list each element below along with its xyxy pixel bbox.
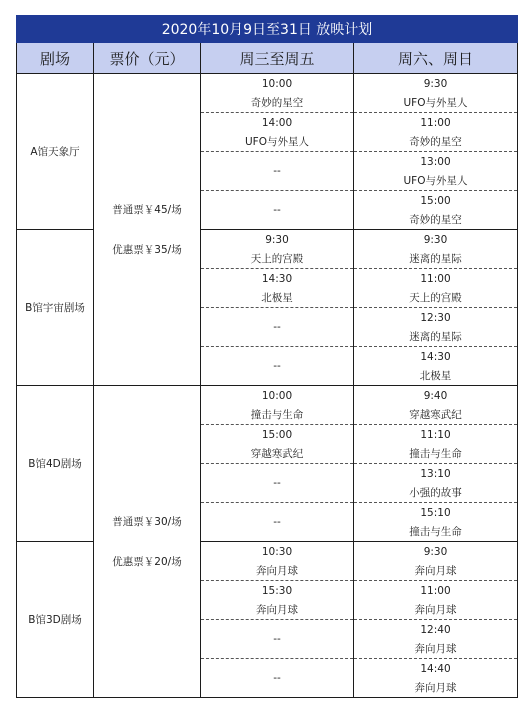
venue-name: B馆4D剧场: [17, 386, 94, 542]
weekend-cell: 奔向月球: [354, 639, 518, 659]
weekend-cell: 9:30: [354, 230, 518, 250]
weekday-cell: 14:00: [201, 113, 354, 133]
price-discount: 优惠票￥20/场: [112, 555, 182, 568]
weekend-cell: 15:00: [354, 191, 518, 211]
price-group-2: [94, 386, 201, 698]
weekend-cell: 撞击与生命: [354, 444, 518, 464]
weekend-cell: 9:40: [354, 386, 518, 406]
venue-name: B馆3D剧场: [17, 542, 94, 698]
weekend-cell: UFO与外星人: [354, 171, 518, 191]
weekend-cell: 穿越寒武纪: [354, 405, 518, 425]
weekend-cell: 撞击与生命: [354, 522, 518, 542]
header-venue: 剧场: [17, 43, 94, 74]
weekday-cell: --: [201, 308, 354, 347]
weekend-cell: 11:00: [354, 581, 518, 601]
venue-name: A馆天象厅: [17, 74, 94, 230]
weekend-cell: 11:00: [354, 113, 518, 133]
weekday-cell: --: [201, 191, 354, 230]
weekend-cell: 13:00: [354, 152, 518, 172]
weekend-cell: 12:30: [354, 308, 518, 328]
weekend-cell: 9:30: [354, 542, 518, 562]
weekday-cell: --: [201, 347, 354, 386]
weekday-cell: --: [201, 152, 354, 191]
weekend-cell: 11:10: [354, 425, 518, 445]
table-title: 2020年10月9日至31日 放映计划: [17, 16, 518, 43]
weekday-cell: 奔向月球: [201, 561, 354, 581]
weekday-cell: 撞击与生命: [201, 405, 354, 425]
weekday-cell: 15:00: [201, 425, 354, 445]
weekend-cell: 12:40: [354, 620, 518, 640]
weekend-cell: UFO与外星人: [354, 93, 518, 113]
price-discount: 优惠票￥35/场: [112, 243, 182, 256]
weekday-cell: 天上的宫殿: [201, 249, 354, 269]
weekend-cell: 迷离的星际: [354, 327, 518, 347]
price-regular: 普通票￥30/场: [112, 515, 182, 528]
weekend-cell: 11:00: [354, 269, 518, 289]
weekend-cell: 奔向月球: [354, 561, 518, 581]
header-weekday: 周三至周五: [201, 43, 354, 74]
venue-name: B馆宇宙剧场: [17, 230, 94, 386]
weekday-cell: 北极星: [201, 288, 354, 308]
weekday-cell: 10:00: [201, 74, 354, 94]
weekend-cell: 14:40: [354, 659, 518, 679]
weekend-cell: 奔向月球: [354, 678, 518, 698]
weekend-cell: 奔向月球: [354, 600, 518, 620]
weekday-cell: UFO与外星人: [201, 132, 354, 152]
weekday-cell: 穿越寒武纪: [201, 444, 354, 464]
weekend-cell: 奇妙的星空: [354, 132, 518, 152]
header-weekend: 周六、周日: [354, 43, 518, 74]
weekend-cell: 迷离的星际: [354, 249, 518, 269]
weekend-cell: 14:30: [354, 347, 518, 367]
weekday-cell: 奔向月球: [201, 600, 354, 620]
weekday-cell: 10:30: [201, 542, 354, 562]
weekday-cell: 15:30: [201, 581, 354, 601]
weekend-cell: 9:30: [354, 74, 518, 94]
weekday-cell: --: [201, 464, 354, 503]
price-group-1: [94, 74, 201, 386]
weekend-cell: 奇妙的星空: [354, 210, 518, 230]
weekday-cell: --: [201, 503, 354, 542]
weekday-cell: --: [201, 620, 354, 659]
schedule-table: [16, 15, 518, 698]
weekend-cell: 15:10: [354, 503, 518, 523]
weekday-cell: 9:30: [201, 230, 354, 250]
header-price: 票价（元）: [94, 43, 201, 74]
weekday-cell: --: [201, 659, 354, 698]
price-regular: 普通票￥45/场: [112, 203, 182, 216]
weekday-cell: 14:30: [201, 269, 354, 289]
weekend-cell: 13:10: [354, 464, 518, 484]
weekday-cell: 奇妙的星空: [201, 93, 354, 113]
weekday-cell: 10:00: [201, 386, 354, 406]
weekend-cell: 北极星: [354, 366, 518, 386]
weekend-cell: 天上的宫殿: [354, 288, 518, 308]
weekend-cell: 小强的故事: [354, 483, 518, 503]
